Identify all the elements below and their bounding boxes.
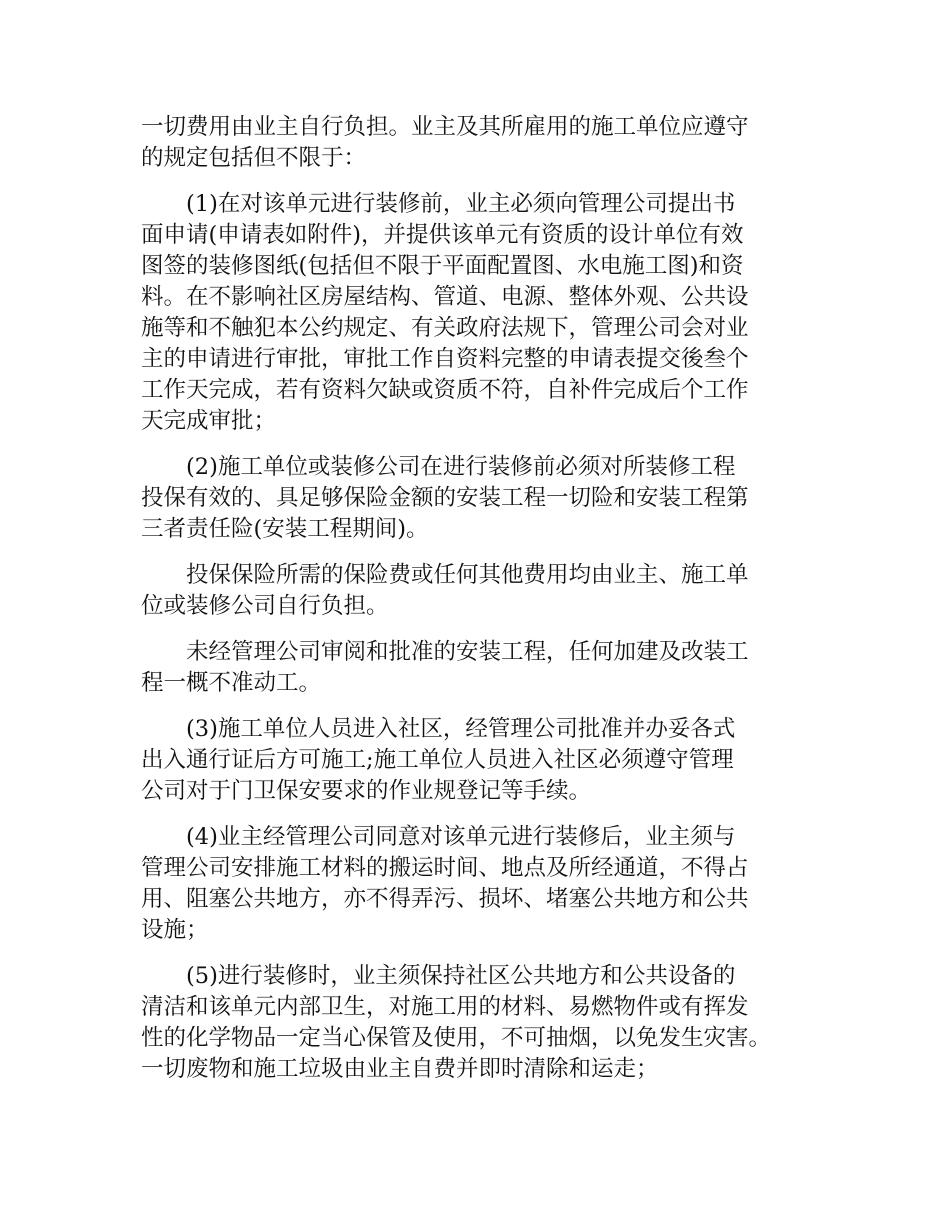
text-line: 设施； — [141, 917, 209, 943]
paragraph-item-4 — [141, 822, 831, 946]
paragraph-item-2 — [141, 452, 831, 545]
paragraph-insurance-cost — [141, 560, 831, 622]
text-line: (5)进行装修时，业主须保持社区公共地方和公共设备的 — [186, 963, 736, 989]
text-line: 的规定包括但不限于： — [141, 145, 367, 171]
text-line: 未经管理公司审阅和批准的安装工程，任何加建及改装工 — [186, 639, 749, 665]
text-line: 位或装修公司自行负担。 — [141, 593, 389, 619]
text-line: 用、阻塞公共地方，亦不得弄污、损坏、堵塞公共地方和公共 — [141, 886, 749, 912]
text-line: (1)在对该单元进行装修前，业主必须向管理公司提出书 — [186, 191, 736, 217]
text-line: 工作天完成，若有资料欠缺或资质不符，自补件完成后个工作 — [141, 377, 749, 403]
document-page — [141, 112, 831, 1100]
text-line: 天完成审批； — [141, 408, 277, 434]
text-line: 施等和不触犯本公约规定、有关政府法规下，管理公司会对业 — [141, 315, 749, 341]
text-line: 料。在不影响社区房屋结构、管道、电源、整体外观、公共设 — [141, 284, 749, 310]
text-line: 主的申请进行审批，审批工作自资料完整的申请表提交後叁个 — [141, 346, 749, 372]
text-line: 一切废物和施工垃圾由业主自费并即时清除和运走； — [141, 1056, 659, 1082]
text-line: 投保保险所需的保险费或任何其他费用均由业主、施工单 — [186, 562, 749, 588]
paragraph-item-5 — [141, 961, 831, 1085]
paragraph-item-1 — [141, 189, 831, 437]
text-line: (2)施工单位或装修公司在进行装修前必须对所装修工程 — [186, 454, 736, 480]
paragraph-continuation — [141, 112, 831, 174]
text-line: 图签的装修图纸(包括但不限于平面配置图、水电施工图)和资 — [141, 253, 744, 279]
text-line: 一切费用由业主自行负担。业主及其所雇用的施工单位应遵守 — [141, 114, 749, 140]
text-line: 清洁和该单元内部卫生，对施工用的材料、易燃物件或有挥发 — [141, 994, 749, 1020]
text-line: 三者责任险(安装工程期间)。 — [141, 516, 429, 542]
text-line: 投保有效的、具足够保险金额的安装工程一切险和安装工程第 — [141, 485, 749, 511]
text-line: 管理公司安排施工材料的搬运时间、地点及所经通道，不得占 — [141, 855, 749, 881]
text-line: 面申请(申请表如附件)，并提供该单元有资质的设计单位有效 — [141, 222, 744, 248]
text-line: 性的化学物品一定当心保管及使用，不可抽烟，以免发生灾害。 — [141, 1025, 772, 1051]
text-line: (3)施工单位人员进入社区，经管理公司批准并办妥各式 — [186, 716, 736, 742]
text-line: 出入通行证后方可施工;施工单位人员进入社区必须遵守管理 — [141, 747, 734, 773]
text-line: 程一概不准动工。 — [141, 670, 322, 696]
text-line: 公司对于门卫保安要求的作业规登记等手续。 — [141, 778, 592, 804]
paragraph-item-3 — [141, 714, 831, 807]
paragraph-unapproved-works — [141, 637, 831, 699]
text-line: (4)业主经管理公司同意对该单元进行装修后，业主须与 — [186, 824, 736, 850]
